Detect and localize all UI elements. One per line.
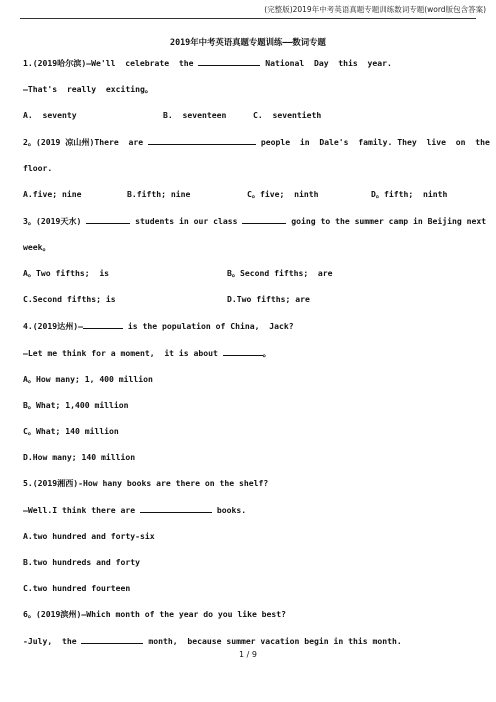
q4-stem-text-b: is the population of China, Jack? xyxy=(123,321,294,331)
question-list xyxy=(23,56,490,661)
q1-option-b: B. seventeen xyxy=(163,110,227,120)
q1-stem-text-a: 1.(2019哈尔滨)—We'll celebrate the xyxy=(23,58,199,68)
q3-stem-text-a: 3。(2019天水) xyxy=(23,216,87,226)
q2-blank xyxy=(148,135,256,145)
q2-option-b: B.fifth; nine xyxy=(127,189,191,199)
q2-continuation: floor. xyxy=(23,163,53,173)
q6-reply xyxy=(23,634,475,647)
q4-reply xyxy=(23,346,475,359)
q5-reply xyxy=(23,503,475,516)
q4-option-a: A。How many; 1, 400 million xyxy=(23,374,153,384)
q4-reply-text-a: —Let me think for a moment, it is about xyxy=(23,348,223,358)
q3-stem-text-b: students in our class xyxy=(130,216,243,226)
q5-reply-text-a: —Well.I think there are xyxy=(23,505,140,515)
q2-option-a: A.five; nine xyxy=(23,189,82,199)
q3-options-row-1 xyxy=(23,267,475,279)
q4-blank-2 xyxy=(223,346,263,356)
q3-stem xyxy=(23,214,487,227)
q2-option-c: C。five; ninth xyxy=(247,189,319,199)
q3-option-c: C.Second fifths; is xyxy=(23,294,116,304)
q4-stem xyxy=(23,319,475,332)
page-number: 1 / 9 xyxy=(239,650,257,659)
q5-option-b: B.two hundreds and forty xyxy=(23,557,140,567)
q5-option-c: C.two hundred fourteen xyxy=(23,583,131,593)
q6-blank xyxy=(81,634,143,644)
q4-option-d: D.How many; 140 million xyxy=(23,452,136,462)
q3-options-row-2 xyxy=(23,293,475,305)
q3-blank-2 xyxy=(242,214,286,224)
document-header: (完整版)2019年中考英语真题专题训练数词专题(word版包含答案) xyxy=(264,5,486,14)
document-title: 2019年中考英语真题专题训练——数词专题 xyxy=(170,37,326,47)
q4-stem-text-a: 4.(2019达州)— xyxy=(23,321,84,331)
q3-option-b: B。Second fifths; are xyxy=(227,268,333,278)
q4-option-b: B。What; 1,400 million xyxy=(23,400,129,410)
q3-stem-text-c: going to the summer camp in Beijing next xyxy=(286,216,487,226)
q2-stem-text-a: 2。(2019 凉山州)There are xyxy=(23,137,148,147)
q5-blank xyxy=(140,503,212,513)
q1-stem-text-b: National Day this year. xyxy=(260,58,392,68)
q2-option-d: D。fifth; ninth xyxy=(371,189,448,199)
q3-continuation: week。 xyxy=(23,242,51,252)
q5-reply-text-b: books. xyxy=(211,505,247,515)
q5-option-a: A.two hundred and forty-six xyxy=(23,531,155,541)
q1-reply: —That's really exciting。 xyxy=(23,84,153,94)
q4-option-c: C。What; 140 million xyxy=(23,426,119,436)
q4-blank-1 xyxy=(83,319,123,329)
q5-stem: 5.(2019湘西)-How hany books are there on the shelf? xyxy=(23,478,269,488)
q4-reply-text-b: 。 xyxy=(262,348,271,358)
q2-options xyxy=(23,188,475,200)
q1-option-a: A. seventy xyxy=(23,110,77,120)
q6-reply-text-a: -July, the xyxy=(23,636,82,646)
q6-stem: 6。(2019滨州)—Which month of the year do you like best? xyxy=(23,609,287,619)
q6-reply-text-b: month, because summer vacation begin in this month. xyxy=(143,636,402,646)
q3-blank-1 xyxy=(86,214,130,224)
header-rule xyxy=(20,18,476,19)
q2-stem xyxy=(23,135,490,148)
q1-option-c: C. seventieth xyxy=(253,110,322,120)
q1-blank xyxy=(198,56,260,66)
q1-stem xyxy=(23,56,475,69)
q3-option-a: A。Two fifths; is xyxy=(23,268,110,278)
q1-options xyxy=(23,109,475,121)
q2-stem-text-b: people in Dale's family. They live on the xyxy=(255,137,490,147)
q3-option-d: D.Two fifths; are xyxy=(227,294,310,304)
